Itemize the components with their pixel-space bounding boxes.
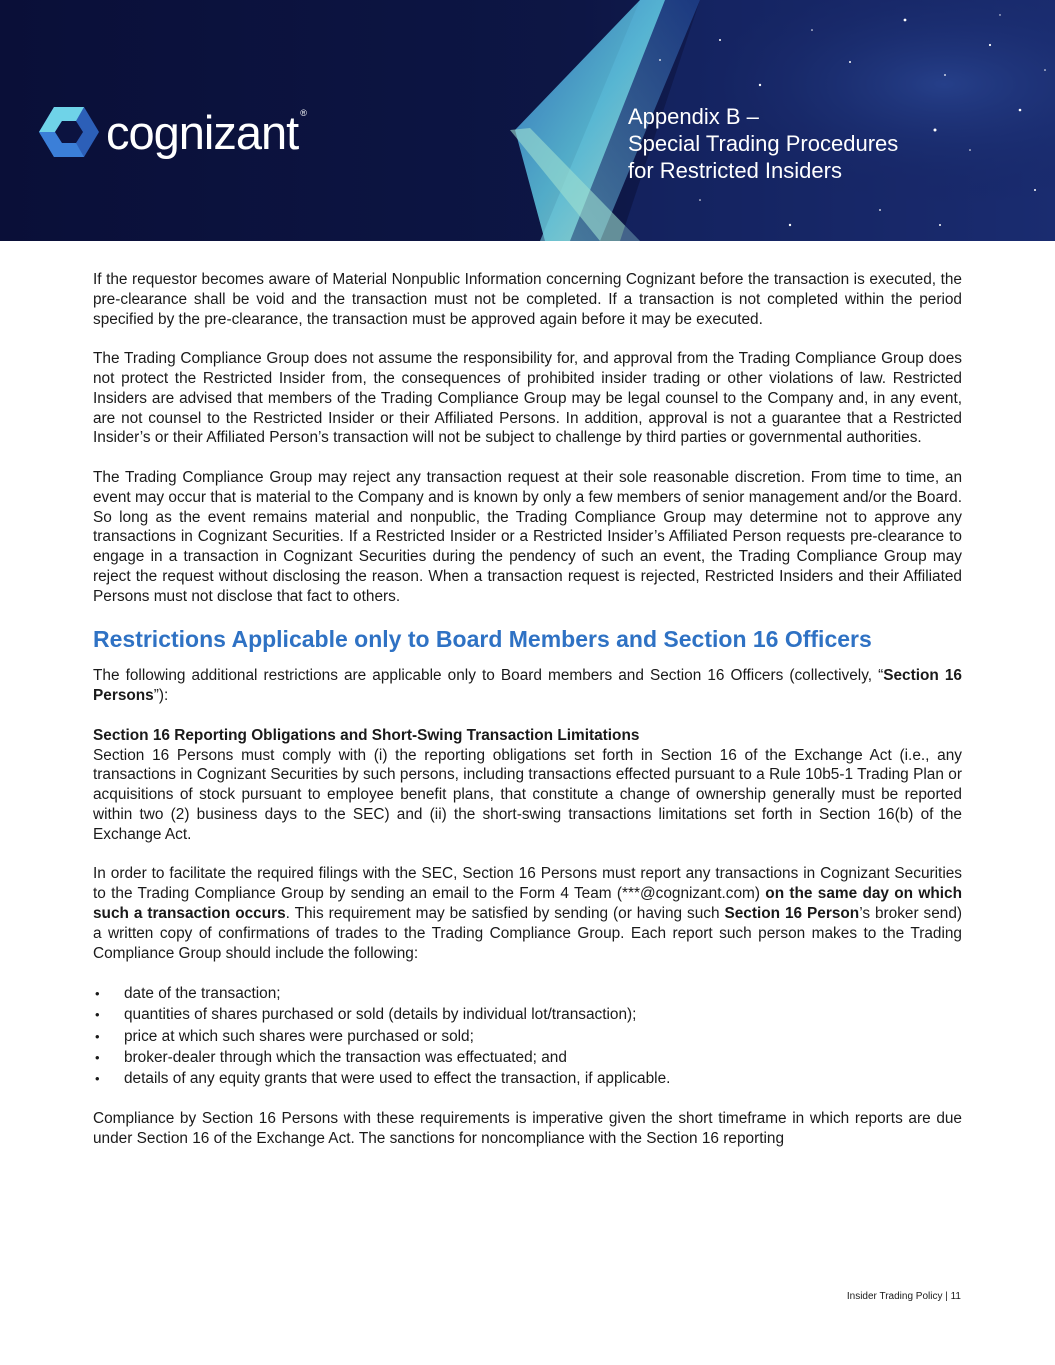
bullet-glyph: • <box>95 1070 100 1086</box>
intro-text-b: ”): <box>153 687 169 705</box>
paragraph-compliance-imperative: Compliance by Section 16 Persons with these requirements is imperative given the short timeframe in which reports are due under Section 16 of the Exchange Act. The sanctions for noncompliance with the Section 16 reporting <box>93 1109 962 1147</box>
logo-text: cognizant <box>106 105 299 159</box>
bullet-glyph: • <box>95 986 100 1002</box>
document-body <box>93 270 962 1149</box>
reporting-text-c: ’s broker send) a written copy of confirmations of trades to the Trading Compliance Group. Each report such person makes to the Trading Compliance Group should include the following: <box>93 904 962 962</box>
bullet-glyph: • <box>95 1028 100 1044</box>
section-intro <box>93 666 962 706</box>
paragraph-reject-requests: The Trading Compliance Group may reject any transaction request at their sole reasonable discretion. From time to time, an event may occur that is material to the Company and is known by only a few members of senior management and/or the Board. So long as the event remains material and nonpublic, the Trading Compliance Group may determine not to approve any transactions in Cognizant Securities. If a Restricted Insider or a Restricted Insider’s Affiliated Person requests pre-clearance to engage in a transaction in Cognizant Securities during the pendency of such an event, the Trading Compliance Group may reject the request without disclosing the reason. When a transaction request is rejected, Restricted Insiders and their Affiliated Persons must not disclose that fact to others. <box>93 468 962 605</box>
list-item <box>93 1047 962 1068</box>
title-line-3: for Restricted Insiders <box>628 158 842 183</box>
list-item-text: broker-dealer through which the transaction was effectuated; and <box>124 1048 567 1066</box>
list-item-text: date of the transaction; <box>124 985 281 1003</box>
subsection-heading: Section 16 Reporting Obligations and Short-Swing Transaction Limitations <box>93 726 640 744</box>
cognizant-hexagon-icon <box>38 105 100 159</box>
header-banner <box>0 0 1055 241</box>
reporting-bold-person: Section 16 Person <box>724 904 860 922</box>
bullet-glyph: • <box>95 1049 100 1065</box>
logo-wordmark <box>106 105 306 159</box>
intro-text-a: The following additional restrictions are applicable only to Board members and Section 16 Officers (collectively, “ <box>93 667 884 685</box>
list-item-text: quantities of shares purchased or sold (details by individual lot/transaction); <box>124 1006 637 1024</box>
cognizant-logo <box>38 102 306 162</box>
paragraph-section16-obligations: Section 16 Persons must comply with (i) the reporting obligations set forth in Section 16 of the Exchange Act (i.e., any transactions in Cognizant Securities by such persons, including transactions effected pursuant to a Rule 10b5-1 Trading Plan or acquisitions of stock pursuant to employee benefit plans, that constitute a change of ownership generally must be reported within two (2) business days to the SEC) and (ii) the short-swing transactions limitations set forth in Section 16(b) of the Exchange Act. <box>93 746 962 843</box>
title-line-2: Special Trading Procedures <box>628 131 899 156</box>
reporting-bold-deadline: on the same day on which such a transaction occurs <box>93 885 962 922</box>
list-item <box>93 983 962 1004</box>
report-contents-list <box>93 983 962 1089</box>
list-item-text: price at which such shares were purchased or sold; <box>124 1027 474 1045</box>
list-item <box>93 1004 962 1025</box>
page-footer: Insider Trading Policy | 11 <box>846 1291 961 1302</box>
paragraph-no-responsibility: The Trading Compliance Group does not assume the responsibility for, and approval from the Trading Compliance Group does not protect the Restricted Insider from, the consequences of prohibited insider trading or other violations of law. Restricted Insiders are advised that members of the Trading Compliance Group may be legal counsel to the Company and, in any event, are not counsel to the Restricted Insider or their Affiliated Persons. In addition, approval is not a guarantee that a Restricted Insider’s or their Affiliated Person’s transaction will not be subject to challenge by third parties or governmental authorities. <box>93 350 962 447</box>
intro-bold-term: Section 16 Persons <box>93 667 962 705</box>
paragraph-reporting-requirement <box>93 864 962 963</box>
list-item-text: details of any equity grants that were used to effect the transaction, if applicable. <box>124 1069 671 1087</box>
section-heading: Restrictions Applicable only to Board Members and Section 16 Officers <box>93 626 872 653</box>
list-item <box>93 1068 962 1089</box>
list-item <box>93 1026 962 1047</box>
paragraph-preclearance-void: If the requestor becomes aware of Material Nonpublic Information concerning Cognizant before the transaction is executed, the pre-clearance shall be void and the transaction must not be completed. If a transaction is not completed within the period specified by the pre-clearance, the transaction must be approved again before it may be executed. <box>93 271 962 328</box>
reporting-text-a: In order to facilitate the required filings with the SEC, Section 16 Persons must report any transactions in Cognizant Securities to the Trading Compliance Group by sending an email to the Form 4 Team (***@cognizant.com) <box>93 865 962 903</box>
bullet-glyph: • <box>95 1007 100 1023</box>
registered-mark: ® <box>300 107 306 118</box>
page-title <box>628 103 948 184</box>
title-line-1: Appendix B – <box>628 104 759 129</box>
reporting-text-b: . This requirement may be satisfied by sending (or having such <box>285 904 725 922</box>
